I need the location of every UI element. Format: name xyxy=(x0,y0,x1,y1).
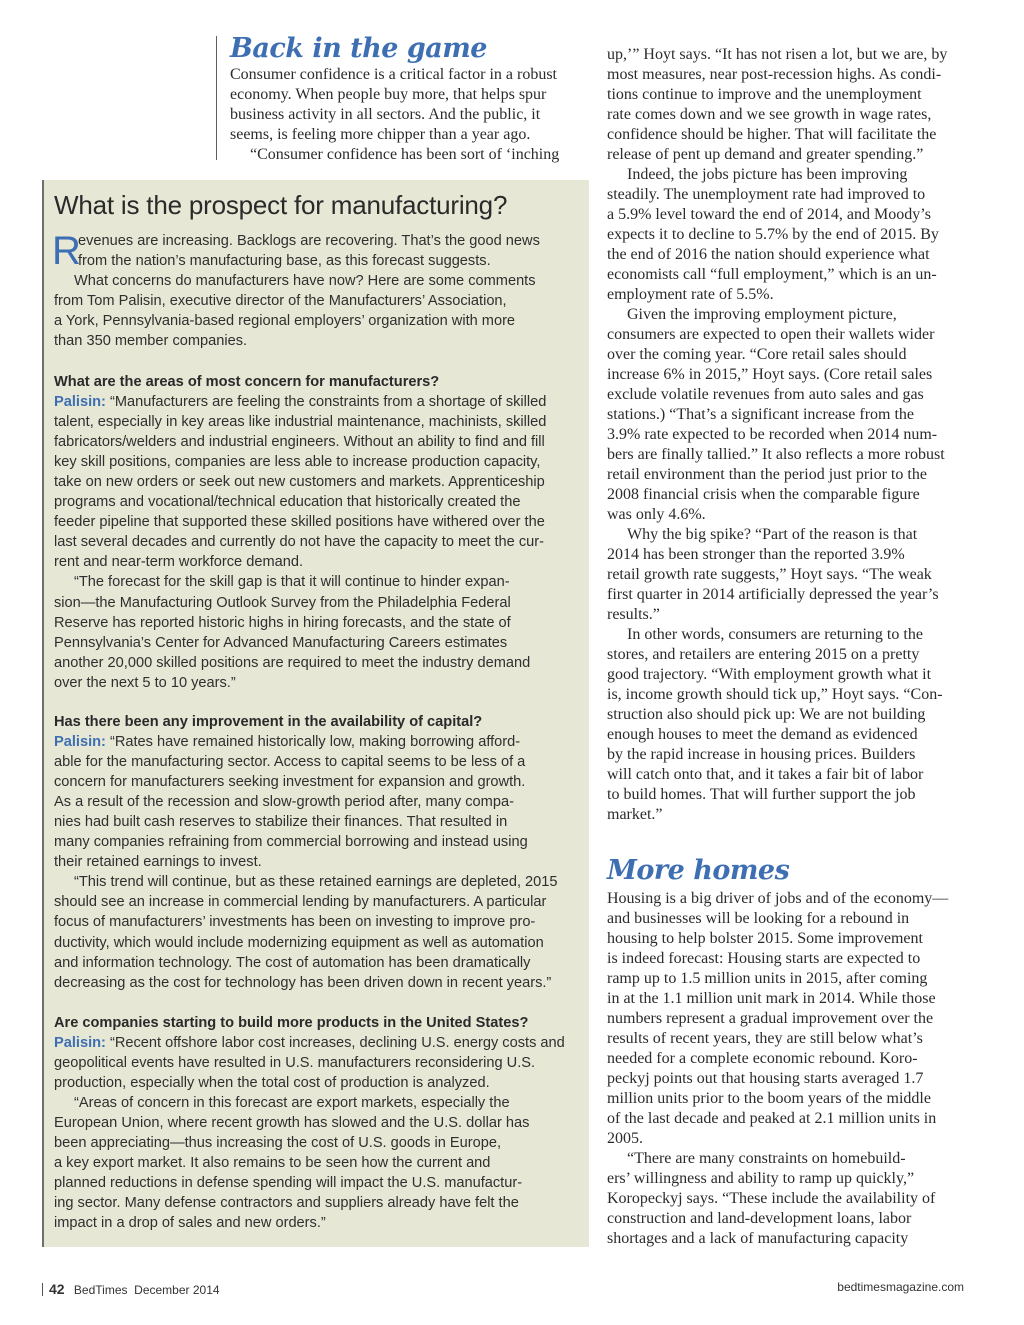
body-line: stations.) “That’s a significant increase from the xyxy=(607,406,915,423)
body-line: over the coming year. “Core retail sales should xyxy=(607,346,907,363)
answer-line: Reserve has reported historic highs in hiring forecasts, and the state of xyxy=(54,614,511,631)
body-line: construction and land-development loans, labor xyxy=(607,1210,912,1227)
body-line: numbers represent a gradual improvement over the xyxy=(607,1010,934,1027)
body-line: was only 4.6%. xyxy=(607,506,706,523)
body-line: expects it to decline to 5.7% by the end of 2015. By xyxy=(607,226,939,243)
speaker-label: Palisin: xyxy=(54,734,106,751)
body-line: business activity in all sectors. And the public, it xyxy=(230,106,541,123)
answer-line: European Union, where recent growth has slowed and the U.S. dollar has xyxy=(54,1115,530,1132)
answer-line: “The forecast for the skill gap is that it will continue to hinder expan- xyxy=(74,574,510,591)
answer-line: and information technology. The cost of automation has been dramatically xyxy=(54,954,531,971)
answer-line: As a result of the recession and slow-growth period after, many compa- xyxy=(54,794,514,811)
answer-line: a key export market. It also remains to be seen how the current and xyxy=(54,1155,491,1172)
body-line: Consumer confidence is a critical factor in a robust xyxy=(230,66,557,83)
answer-line: feeder pipeline that supported these skilled positions have withered over the xyxy=(54,514,545,531)
body-line: seems, is feeling more chipper than a year ago. xyxy=(230,126,531,143)
back-in-the-game-text xyxy=(230,65,586,165)
answer-line: “Rates have remained historically low, making borrowing afford- xyxy=(109,734,521,751)
body-line: consumers are expected to open their wallets wider xyxy=(607,326,935,343)
body-line: needed for a complete economic rebound. Koro- xyxy=(607,1050,918,1067)
answer-line: programs and vocational/technical education that historically created the xyxy=(54,494,521,511)
answer-line: should see an increase in commercial lending by manufacturers. A particular xyxy=(54,894,547,911)
body-line: results of recent years, they are still below what’s xyxy=(607,1030,923,1047)
qa-block xyxy=(54,712,574,993)
body-line: “There are many constraints on homebuild- xyxy=(627,1150,906,1167)
sidebar-title: What is the prospect for manufacturing? xyxy=(54,190,508,220)
body-line: Indeed, the jobs picture has been improving xyxy=(627,166,908,183)
answer-line: able for the manufacturing sector. Access to capital seems to be less of a xyxy=(54,754,526,771)
question-heading: Has there been any improvement in the availability of capital? xyxy=(54,714,483,730)
body-line: ramp up to 1.5 million units in 2015, after coming xyxy=(607,970,928,987)
body-line: enough houses to meet the demand as evidenced xyxy=(607,726,918,743)
answer-line: last several decades and currently do not have the capacity to meet the cur- xyxy=(54,534,544,551)
right-column-text xyxy=(607,45,967,825)
body-line: in at the 1.1 million unit mark in 2014. While those xyxy=(607,990,936,1007)
intro-line: from Tom Palisin, executive director of the Manufacturers’ Association, xyxy=(54,293,507,310)
body-line: 2008 financial crisis when the comparable figure xyxy=(607,486,920,503)
body-line: and businesses will be looking for a rebound in xyxy=(607,910,910,927)
body-line: results.” xyxy=(607,606,660,623)
answer-line: ing sector. Many defense contractors and suppliers already have felt the xyxy=(54,1195,519,1212)
body-line: million units prior to the boom years of the middle xyxy=(607,1090,931,1107)
answer-line: concern for manufacturers seeking investment for expansion and growth. xyxy=(54,774,526,791)
answer-line: key skill positions, companies are less able to increase production capacity, xyxy=(54,454,541,471)
answer-line: over the next 5 to 10 years.” xyxy=(54,674,236,691)
body-line: retail environment than the period just prior to the xyxy=(607,466,927,483)
answer-line: their retained earnings to invest. xyxy=(54,854,262,871)
answer-line: decreasing as the cost for technology has been driven down in recent years.” xyxy=(54,974,552,991)
body-line: by the rapid increase in housing prices. Builders xyxy=(607,746,916,763)
answer-line: been appreciating—thus increasing the cost of U.S. goods in Europe, xyxy=(54,1135,502,1152)
body-line: 3.9% rate expected to be recorded when 2014 num- xyxy=(607,426,938,443)
body-line: first quarter in 2014 artificially depressed the year’s xyxy=(607,586,939,603)
answer-line: rent and near-term workforce demand. xyxy=(54,554,304,571)
body-line: stores, and retailers are entering 2015 on a pretty xyxy=(607,646,920,663)
question-heading: What are the areas of most concern for manufacturers? xyxy=(54,374,440,390)
body-line: struction also should pick up: We are not building xyxy=(607,706,926,723)
body-line: 2014 has been stronger than the reported 3.9% xyxy=(607,546,905,563)
body-line: peckyj points out that housing starts averaged 1.7 xyxy=(607,1070,924,1087)
answer-line: “Manufacturers are feeling the constraints from a shortage of skilled xyxy=(109,394,547,411)
answer-line: impact in a drop of sales and new orders.” xyxy=(54,1215,326,1232)
intro-line: evenues are increasing. Backlogs are recovering. That’s the good news xyxy=(78,233,540,249)
body-line: In other words, consumers are returning to the xyxy=(627,626,923,643)
body-line: employment rate of 5.5%. xyxy=(607,286,774,303)
speaker-label: Palisin: xyxy=(54,1035,106,1052)
body-line: increase 6% in 2015,” Hoyt says. (Core retail sales xyxy=(607,366,933,383)
answer-line: sion—the Manufacturing Outlook Survey from the Philadelphia Federal xyxy=(54,594,511,611)
body-line: confidence should be higher. That will facilitate the xyxy=(607,126,937,143)
qa-block xyxy=(54,372,574,693)
back-in-the-game-heading: Back in the game xyxy=(230,33,487,64)
intro-line: from the nation’s manufacturing base, as this forecast suggests. xyxy=(78,253,491,270)
body-line: ers’ willingness and ability to ramp up quickly,” xyxy=(607,1170,915,1187)
issue-date: December 2014 xyxy=(134,1283,220,1297)
body-line: economy. When people buy more, that helps spur xyxy=(230,86,547,103)
answer-line: planned reductions in defense spending will impact the U.S. manufactur- xyxy=(54,1175,523,1192)
qa-block xyxy=(54,1013,574,1234)
answer-line: fabricators/welders and industrial engineers. Without an ability to find and fill xyxy=(54,434,545,451)
answer-line: nies had built cash reserves to stabilize their finances. That resulted in xyxy=(54,814,508,831)
page-number: 42 xyxy=(49,1281,65,1297)
body-line: up,’” Hoyt says. “It has not risen a lot, but we are, by xyxy=(607,46,948,63)
body-line: will catch onto that, and it takes a fair bit of labor xyxy=(607,766,924,783)
body-line: of the last decade and peaked at 2.1 million units in xyxy=(607,1110,937,1127)
intro-line: than 350 member companies. xyxy=(54,333,248,350)
body-line: is, income growth should tick up,” Hoyt says. “Con- xyxy=(607,686,943,703)
body-line: Housing is a big driver of jobs and of the economy— xyxy=(607,890,949,907)
answer-line: “Recent offshore labor cost increases, declining U.S. energy costs and xyxy=(109,1035,565,1052)
drop-cap: R xyxy=(52,229,81,273)
body-line: “Consumer confidence has been sort of ‘inching xyxy=(250,146,560,163)
body-line: the end of 2016 the nation should experience what xyxy=(607,246,930,263)
sidebar-intro xyxy=(54,231,574,351)
speaker-label: Palisin: xyxy=(54,394,106,411)
more-homes-heading: More homes xyxy=(607,855,790,886)
body-line: Koropeckyj says. “These include the availability of xyxy=(607,1190,936,1207)
intro-line: What concerns do manufacturers have now? Here are some comments xyxy=(74,273,536,290)
body-line: a 5.9% level toward the end of 2014, and Moody’s xyxy=(607,206,931,223)
answer-line: production, especially when the total cost of production is analyzed. xyxy=(54,1075,490,1092)
publication-name: BedTimes xyxy=(73,1283,128,1297)
answer-line: many companies refraining from commercial borrowing and instead using xyxy=(54,834,528,851)
question-heading: Are companies starting to build more products in the United States? xyxy=(54,1015,529,1031)
body-line: is indeed forecast: Housing starts are expected to xyxy=(607,950,921,967)
body-line: shortages and a lack of manufacturing capacity xyxy=(607,1230,909,1247)
body-line: tions continue to improve and the unemployment xyxy=(607,86,922,103)
page-footer-left xyxy=(42,1281,220,1297)
body-line: good trajectory. “With employment growth what it xyxy=(607,666,932,683)
body-line: steadily. The unemployment rate had improved to xyxy=(607,186,926,203)
body-line: economists call “full employment,” which is an un- xyxy=(607,266,937,283)
body-line: housing to help bolster 2015. Some improvement xyxy=(607,930,923,947)
body-line: retail growth rate suggests,” Hoyt says. “The weak xyxy=(607,566,932,583)
more-homes-text xyxy=(607,889,967,1249)
intro-line: a York, Pennsylvania-based regional employers’ organization with more xyxy=(54,313,516,330)
answer-line: geopolitical events have resulted in U.S. manufacturers reconsidering U.S. xyxy=(54,1055,536,1072)
body-line: 2005. xyxy=(607,1130,643,1147)
answer-line: talent, especially in key areas like industrial maintenance, machinists, skilled xyxy=(54,414,547,431)
body-line: exclude volatile revenues from auto sales and gas xyxy=(607,386,924,403)
body-line: bers are finally tallied.” It also reflects a more robust xyxy=(607,446,945,463)
body-line: most measures, near post-recession highs. As condi- xyxy=(607,66,942,83)
footer-divider xyxy=(42,1283,43,1296)
answer-line: “Areas of concern in this forecast are export markets, especially the xyxy=(74,1095,510,1112)
answer-line: ductivity, which would include modernizing equipment as well as automation xyxy=(54,934,544,951)
answer-line: another 20,000 skilled positions are required to meet the industry demand xyxy=(54,654,531,671)
answer-line: “This trend will continue, but as these retained earnings are depleted, 2015 xyxy=(74,874,558,891)
answer-line: take on new orders or seek out new customers and markets. Apprenticeship xyxy=(54,474,545,491)
body-line: Given the improving employment picture, xyxy=(627,306,897,323)
body-line: rate comes down and we see growth in wage rates, xyxy=(607,106,932,123)
answer-line: Pennsylvania’s Center for Advanced Manufacturing Careers estimates xyxy=(54,634,508,651)
website-url: bedtimesmagazine.com xyxy=(837,1280,964,1294)
body-line: market.” xyxy=(607,806,663,823)
body-line: release of pent up demand and greater spending.” xyxy=(607,146,924,163)
body-line: to build homes. That will further support the job xyxy=(607,786,916,803)
body-line: Why the big spike? “Part of the reason is that xyxy=(627,526,918,543)
answer-line: focus of manufacturers’ investments has been on investing to improve pro- xyxy=(54,914,536,931)
